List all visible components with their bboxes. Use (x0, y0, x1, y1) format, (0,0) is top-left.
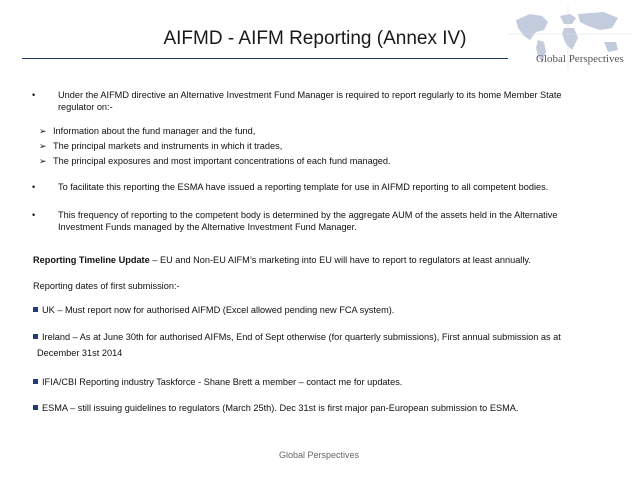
date-item-continuation: December 31st 2014 (37, 348, 123, 358)
timeline-update (33, 255, 531, 265)
date-item (33, 332, 561, 342)
timeline-text: – EU and Non-EU AIFM’s marketing into EU will have to report to regulators at least annually. (149, 255, 531, 265)
bullet-text: This frequency of reporting to the competent body is determined by the aggregate AUM of the assets held in the Alternative Investment Funds managed by the Alternative Investment Fund Manager. (58, 210, 558, 232)
square-bullet-icon (33, 307, 38, 312)
bullet-text: To facilitate this reporting the ESMA have issued a reporting template for use in AIFMD reporting to all competent bodies. (58, 182, 549, 192)
sub-list-item (39, 141, 282, 152)
date-item (33, 377, 402, 387)
arrow-bullet-icon: ➢ (39, 156, 47, 166)
bullet-text: Under the AIFMD directive an Alternative Investment Fund Manager is required to report regularly to its home Member State regulator on:- (58, 90, 562, 112)
date-item-text: UK – Must report now for authorised AIFMD (Excel allowed pending new FCA system). (42, 305, 395, 315)
sub-item-text: The principal markets and instruments in which it trades, (53, 141, 283, 151)
square-bullet-icon (33, 405, 38, 410)
date-item-text: ESMA – still issuing guidelines to regulators (March 25th). Dec 31st is first major pan-European submission to ESMA. (42, 403, 519, 413)
date-item-text: IFIA/CBI Reporting industry Taskforce - Shane Brett a member – contact me for updates. (42, 377, 403, 387)
sub-list-item (39, 156, 391, 167)
sub-list-item (39, 126, 255, 137)
square-bullet-icon (33, 379, 38, 384)
date-item-text: Ireland – As at June 30th for authorised AIFMs, End of Sept otherwise (for quarterly submissions), First annual submission as at (42, 332, 561, 342)
dates-heading: Reporting dates of first submission:- (33, 281, 180, 291)
bullet-marker: • (32, 210, 36, 220)
title-underline (22, 58, 508, 59)
footer: Global Perspectives (278, 450, 360, 460)
bullet-marker: • (32, 182, 36, 192)
arrow-bullet-icon: ➢ (39, 141, 47, 151)
sub-item-text: Information about the fund manager and the fund, (53, 126, 256, 136)
bullet-marker: • (32, 90, 36, 100)
sub-item-text: The principal exposures and most important concentrations of each fund managed. (53, 156, 391, 166)
arrow-bullet-icon: ➢ (39, 126, 47, 136)
logo-text: Global Perspectives (536, 53, 624, 65)
date-item (33, 403, 518, 413)
slide-title: AIFMD - AIFM Reporting (Annex IV) (163, 28, 467, 49)
date-item (33, 305, 394, 315)
timeline-label: Reporting Timeline Update (33, 255, 150, 265)
square-bullet-icon (33, 334, 38, 339)
